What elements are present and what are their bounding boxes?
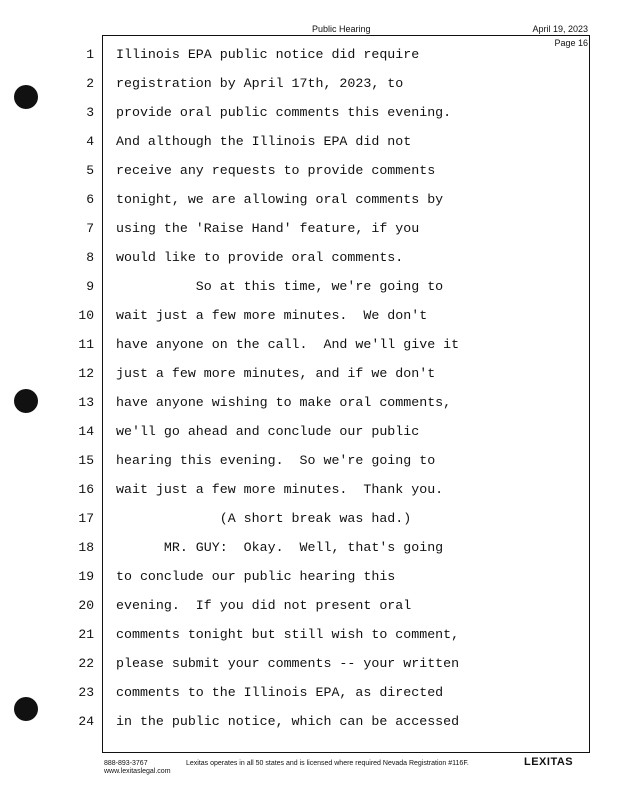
- footer-note: Lexitas operates in all 50 states and is licensed where required Nevada Registration #116F.: [186, 760, 469, 767]
- line-text: wait just a few more minutes. Thank you.: [116, 482, 444, 497]
- line-number: 24: [78, 714, 94, 729]
- transcript-line: [0, 330, 618, 359]
- header-rule: [102, 35, 590, 36]
- transcript-line: [0, 417, 618, 446]
- line-text: So at this time, we're going to: [116, 279, 444, 294]
- line-number: 9: [86, 279, 94, 294]
- line-text: would like to provide oral comments.: [116, 250, 404, 265]
- page-number: Page 16: [554, 38, 588, 48]
- transcript-line: [0, 707, 618, 736]
- line-number: 4: [86, 134, 94, 149]
- line-text: in the public notice, which can be accessed: [116, 714, 460, 729]
- transcript-line: [0, 127, 618, 156]
- line-text: we'll go ahead and conclude our public: [116, 424, 420, 439]
- footer-website: www.lexitaslegal.com: [104, 768, 171, 775]
- line-text: using the 'Raise Hand' feature, if you: [116, 221, 420, 236]
- line-number: 16: [78, 482, 94, 497]
- bottom-rule: [102, 752, 590, 753]
- line-number: 10: [78, 308, 94, 323]
- line-number: 21: [78, 627, 94, 642]
- footer-phone: 888-893-3767: [104, 760, 148, 767]
- transcript-line: [0, 504, 618, 533]
- line-number: 7: [86, 221, 94, 236]
- header-date: April 19, 2023: [532, 24, 588, 34]
- line-number: 11: [78, 337, 94, 352]
- line-text: Illinois EPA public notice did require: [116, 47, 420, 62]
- line-text: comments to the Illinois EPA, as directed: [116, 685, 444, 700]
- line-text: hearing this evening. So we're going to: [116, 453, 436, 468]
- line-number: 23: [78, 685, 94, 700]
- transcript-line: [0, 533, 618, 562]
- transcript-line: [0, 446, 618, 475]
- line-text: have anyone wishing to make oral comments,: [116, 395, 452, 410]
- transcript-line: [0, 475, 618, 504]
- transcript-line: [0, 388, 618, 417]
- line-text: And although the Illinois EPA did not: [116, 134, 412, 149]
- line-number: 6: [86, 192, 94, 207]
- transcript-line: [0, 301, 618, 330]
- line-text: tonight, we are allowing oral comments by: [116, 192, 444, 207]
- line-number: 22: [78, 656, 94, 671]
- transcript-line: [0, 620, 618, 649]
- line-number: 19: [78, 569, 94, 584]
- line-number: 17: [78, 511, 94, 526]
- line-text: registration by April 17th, 2023, to: [116, 76, 404, 91]
- line-text: provide oral public comments this evening.: [116, 105, 452, 120]
- transcript-line: [0, 98, 618, 127]
- transcript-line: [0, 243, 618, 272]
- line-number: 5: [86, 163, 94, 178]
- transcript-line: [0, 214, 618, 243]
- transcript-line: [0, 185, 618, 214]
- transcript-line: [0, 562, 618, 591]
- line-text: just a few more minutes, and if we don't: [116, 366, 436, 381]
- line-text: receive any requests to provide comments: [116, 163, 436, 178]
- line-number: 20: [78, 598, 94, 613]
- lexitas-logo: LEXITAS: [524, 756, 574, 768]
- transcript-line: [0, 69, 618, 98]
- line-number: 14: [78, 424, 94, 439]
- transcript-line: [0, 156, 618, 185]
- line-text: to conclude our public hearing this: [116, 569, 396, 584]
- line-text: have anyone on the call. And we'll give it: [116, 337, 460, 352]
- line-text: evening. If you did not present oral: [116, 598, 412, 613]
- transcript-line: [0, 678, 618, 707]
- line-number: 12: [78, 366, 94, 381]
- line-number: 2: [86, 76, 94, 91]
- line-text: comments tonight but still wish to comment,: [116, 627, 460, 642]
- transcript-line: [0, 272, 618, 301]
- line-number: 18: [78, 540, 94, 555]
- transcript-line: [0, 359, 618, 388]
- line-number: 8: [86, 250, 94, 265]
- header-title: Public Hearing: [312, 24, 371, 34]
- line-number: 15: [78, 453, 94, 468]
- transcript-line: [0, 40, 618, 69]
- line-number: 3: [86, 105, 94, 120]
- line-text: MR. GUY: Okay. Well, that's going: [116, 540, 444, 555]
- transcript-line: [0, 649, 618, 678]
- line-number: 13: [78, 395, 94, 410]
- transcript-line: [0, 591, 618, 620]
- line-text: (A short break was had.): [116, 511, 412, 526]
- line-number: 1: [86, 47, 94, 62]
- line-text: please submit your comments -- your written: [116, 656, 460, 671]
- line-text: wait just a few more minutes. We don't: [116, 308, 428, 323]
